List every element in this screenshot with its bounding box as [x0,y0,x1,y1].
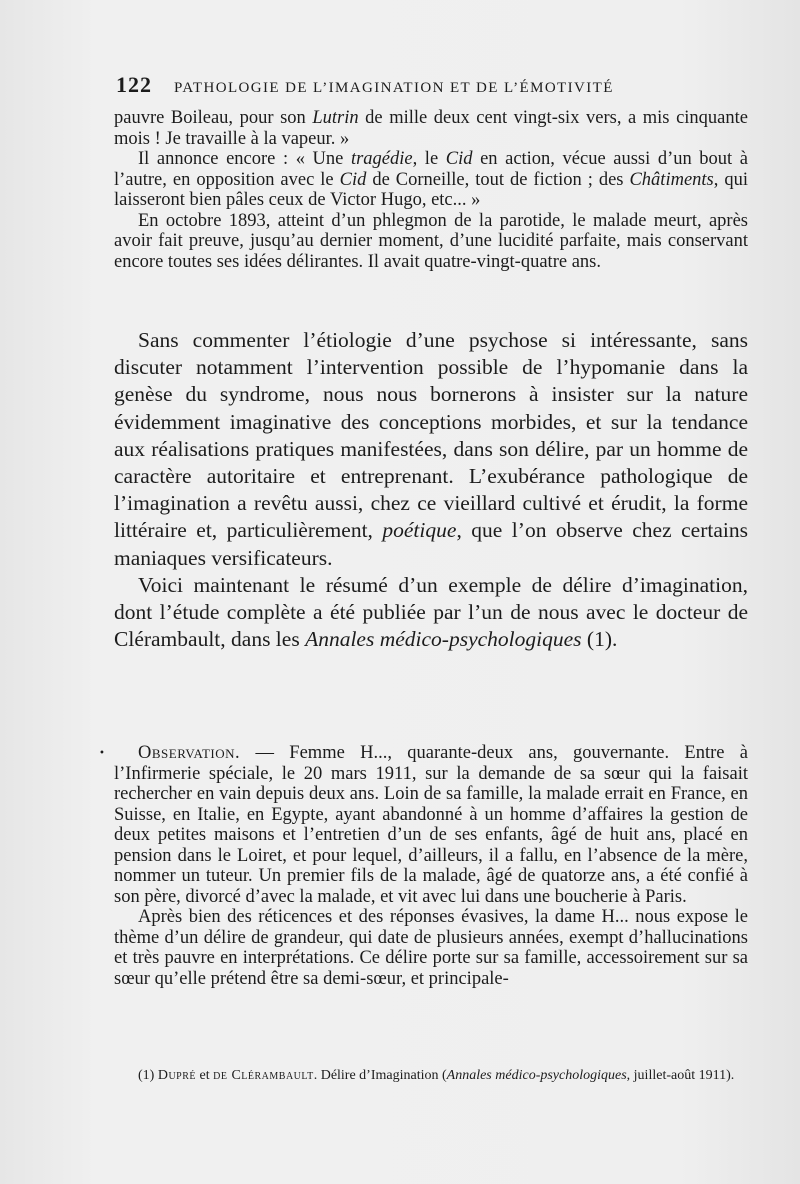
commentary-block [114,327,748,653]
margin-dot: • [99,748,105,759]
observation-label: Observation. [138,743,241,763]
case-conclusion-block [114,108,748,272]
page-header [116,72,736,98]
paragraph: Voici maintenant le résumé d’un exemple de délire d’imagination, dont l’étude complète a été publiée par l’un de nous avec le docteur de Clérambault, dans les Annales médico-psychologiques (1). [114,572,748,652]
page-number: 122 [116,72,152,97]
paragraph: Après bien des réticences et des réponses évasives, la dame H... nous expose le thème d’un délire de grandeur, qui date de plusieurs années, exempt d’hallucinations et très pauvre en interprétations. Ce délire porte sur sa famille, accessoirement sur sa sœur qu’elle prétend être sa demi-sœur, et principale- [114,907,748,989]
running-title: PATHOLOGIE DE L’IMAGINATION ET DE L’ÉMOTIVITÉ [174,80,614,96]
paragraph: Il annonce encore : « Une tragédie, le Cid en action, vécue aussi d’un bout à l’autre, en opposition avec le Cid de Corneille, tout de fiction ; des Châtiments, qui laisseront bien pâles ceux de Victor Hugo, etc... » [114,149,748,210]
footnote: (1) Dupré et de Clérambault. Délire d’Imagination (Annales médico-psychologiques, juillet-août 1911). [138,1068,735,1083]
paragraph: Observation. — Femme H..., quarante-deux ans, gouvernante. Entre à l’Infirmerie spéciale, le 20 mars 1911, sur la demande de sa sœur qui la faisait rechercher en vain depuis deux ans. Loin de sa famille, la malade errait en France, en Suisse, en Italie, en Egypte, ayant abandonné à un homme d’affaires la gestion de deux petites maisons et l’entretien d’un de ses enfants, âgé de huit ans, placé en pension dans le Loiret, et pour lequel, d’ailleurs, il a fallu, en l’absence de la mère, nommer un tuteur. Un premier fils de la malade, âgé de quatorze ans, a été confié à son père, divorcé d’avec la malade, et vit avec lui dans une boucherie à Paris. [114,743,748,907]
paragraph: Sans commenter l’étiologie d’une psychose si intéressante, sans discuter notamment l’intervention possible de l’hypomanie dans la genèse du syndrome, nous nous bornerons à insister sur la nature évidemment imaginative des conceptions morbides, et sur la tendance aux réalisations pratiques manifestées, dans son délire, par un homme de caractère autoritaire et entreprenant. L’exubérance pathologique de l’imagination a revêtu aussi, chez ce vieillard cultivé et érudit, la forme littéraire et, particulièrement, poétique, que l’on observe chez certains maniaques versificateurs. [114,328,748,570]
paragraph: pauvre Boileau, pour son Lutrin de mille deux cent vingt-six vers, a mis cinquante mois ! Je travaille à la vapeur. » [114,108,748,149]
observation-block [114,743,748,989]
paragraph: En octobre 1893, atteint d’un phlegmon de la parotide, le malade meurt, après avoir fait preuve, jusqu’au dernier moment, d’une lucidité parfaite, mais conservant encore toutes ses idées délirantes. Il avait quatre-vingt-quatre ans. [114,210,748,272]
